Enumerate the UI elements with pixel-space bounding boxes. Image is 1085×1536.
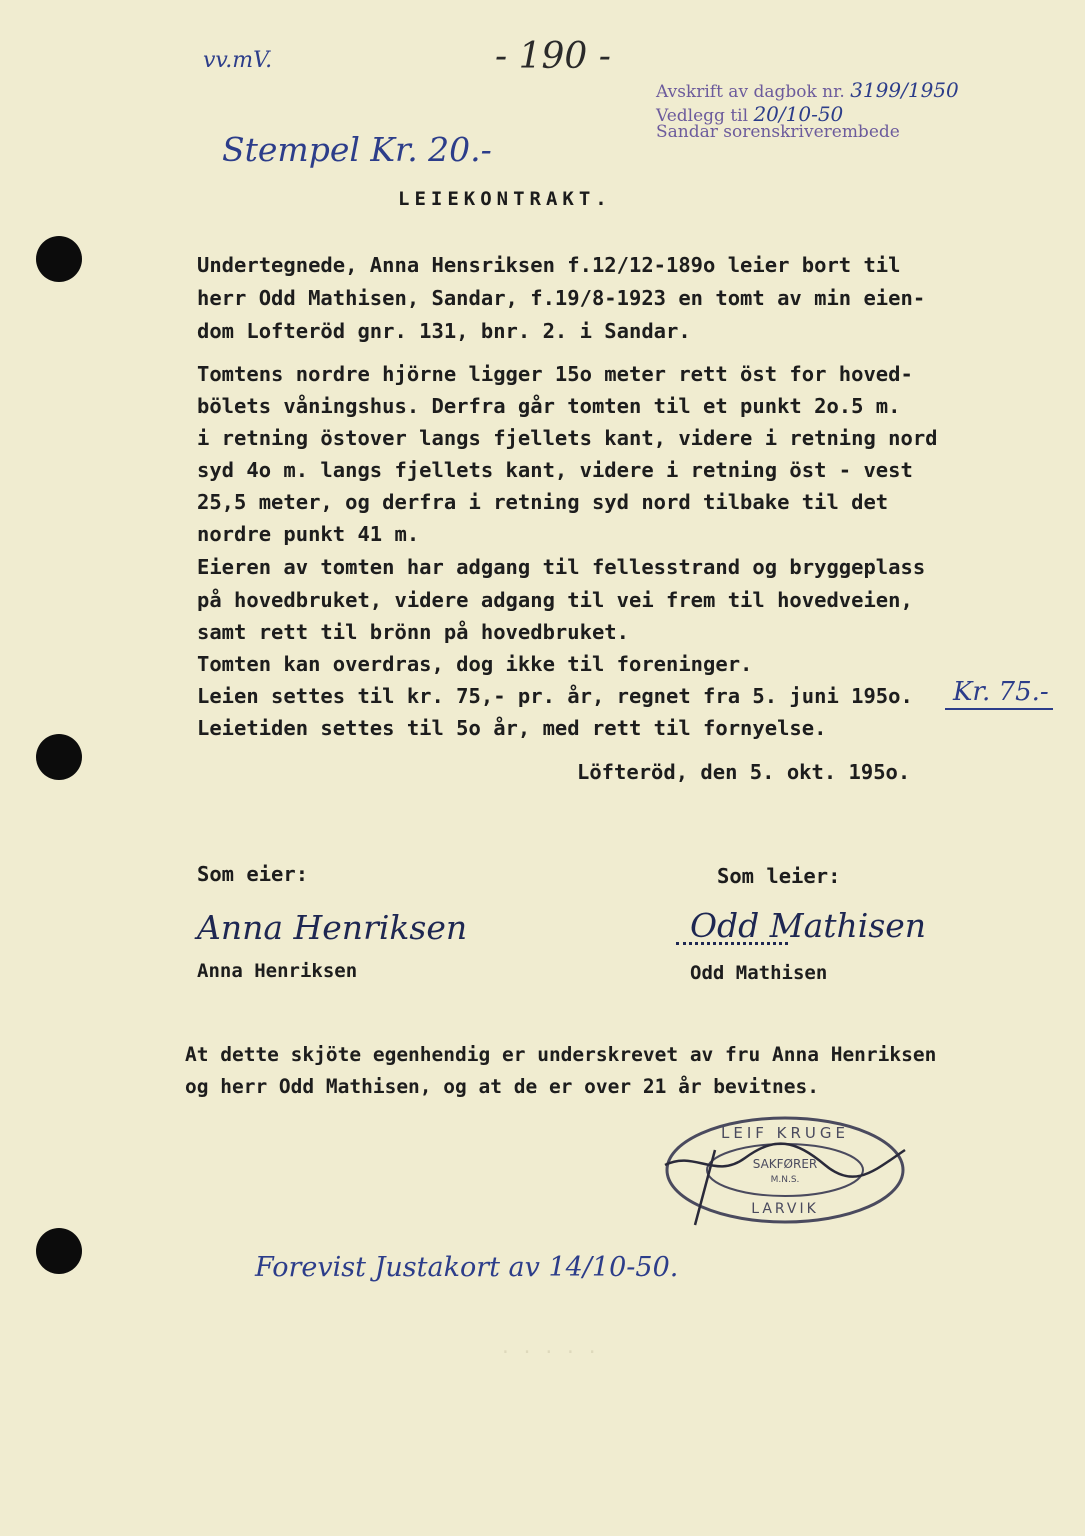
place-date: Löfteröd, den 5. okt. 195o. [577, 760, 911, 784]
body-line: dom Lofteröd gnr. 131, bnr. 2. i Sandar. [197, 319, 691, 343]
footer-note: Forevist Justakort av 14/10-50. [255, 1252, 679, 1283]
stamp-line-dagbok [656, 78, 959, 102]
body-line: Eieren av tomten har adgang til fellesstrand og bryggeplass [197, 555, 926, 579]
punch-hole-top [36, 236, 82, 282]
margin-correction: Kr. 75.- [953, 677, 1049, 707]
bleed-through-text: · · · · · [500, 1342, 598, 1363]
body-line: Undertegnede, Anna Hensriksen f.12/12-189o leier bort til [197, 253, 901, 277]
owner-signature: Anna Henriksen [197, 908, 468, 947]
body-line: i retning östover langs fjellets kant, videre i retning nord [197, 426, 938, 450]
page-number: - 190 - [495, 36, 611, 77]
body-line: syd 4o m. langs fjellets kant, videre i retning öst - vest [197, 458, 913, 482]
stempel-note: Stempel Kr. 20.- [222, 130, 492, 169]
stamp-line-vedlegg-prefix: Vedlegg til [656, 106, 749, 126]
witness-line: og herr Odd Mathisen, og at de er over 21 år bevitnes. [185, 1075, 819, 1098]
body-line: samt rett til brönn på hovedbruket. [197, 620, 629, 644]
tenant-label: Som leier: [717, 864, 841, 888]
document-title: LEIEKONTRAKT. [398, 188, 612, 210]
lawyer-seal [655, 1110, 915, 1230]
punch-hole-bottom [36, 1228, 82, 1274]
stamp-line-court: Sandar sorenskriverembede [656, 122, 900, 142]
punch-hole-middle [36, 734, 82, 780]
seal-top-text: LEIF KRUGE [721, 1124, 849, 1142]
body-line: Leietiden settes til 5o år, med rett til fornyelse. [197, 716, 827, 740]
seal-bottom-text: LARVIK [751, 1201, 819, 1217]
body-line: Leien settes til kr. 75,- pr. år, regnet fra 5. juni 195o. [197, 684, 913, 708]
body-line: på hovedbruket, videre adgang til vei frem til hovedveien, [197, 588, 913, 612]
tenant-signature: Odd Mathisen [690, 906, 927, 945]
margin-correction-underline [945, 708, 1053, 710]
body-line: Tomtens nordre hjörne ligger 15o meter rett öst for hoved- [197, 362, 913, 386]
body-line: nordre punkt 41 m. [197, 522, 420, 546]
body-line: 25,5 meter, og derfra i retning syd nord tilbake til det [197, 490, 889, 514]
body-line: herr Odd Mathisen, Sandar, f.19/8-1923 en tomt av min eien- [197, 286, 926, 310]
body-line: Tomten kan overdras, dog ikke til foreninger. [197, 652, 753, 676]
stamp-line-vedlegg-value: 20/10-50 [753, 102, 844, 126]
stamp-line-dagbok-prefix: Avskrift av dagbok nr. [656, 82, 845, 102]
tenant-name: Odd Mathisen [690, 962, 828, 984]
tenant-signature-dotted-line [676, 942, 788, 945]
seal-mid-text: SAKFØRER [752, 1157, 818, 1171]
owner-label: Som eier: [197, 862, 309, 886]
seal-mid2-text: M.N.S. [770, 1175, 800, 1185]
witness-line: At dette skjöte egenhendig er underskrevet av fru Anna Henriksen [185, 1043, 937, 1066]
corner-initials: vv.mV. [203, 48, 273, 73]
stamp-line-dagbok-value: 3199/1950 [850, 78, 959, 102]
owner-name: Anna Henriksen [197, 960, 358, 982]
body-line: bölets våningshus. Derfra går tomten til et punkt 2o.5 m. [197, 394, 901, 418]
